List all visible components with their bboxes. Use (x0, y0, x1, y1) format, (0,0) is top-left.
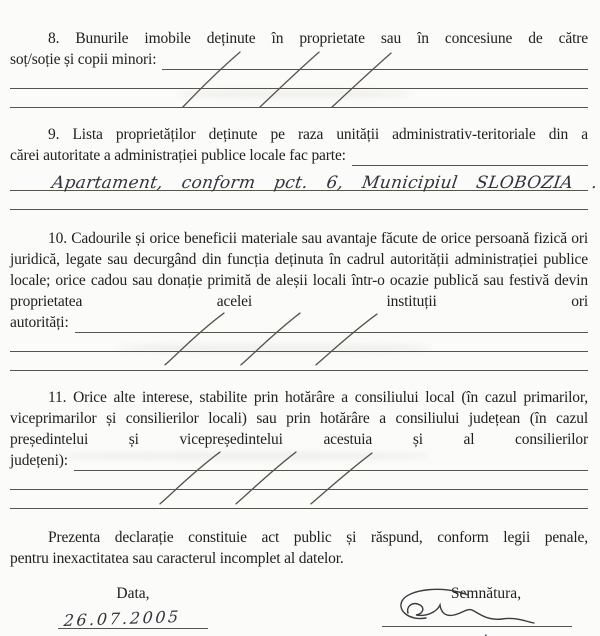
date-label: Data, (116, 585, 150, 602)
item-10-body: 10. Cadourile și orice beneficii materiale sau avantaje făcute de orice persoană fizică ori juridică, legate sau decurgând din funcția deținuta în cadrul autorității administrației publice locale; orice cadou sau donație primită de aleșii locali într-o ocazie publică sau festivă devin proprietatea acelei instituții ori (10, 230, 588, 310)
blank-line (162, 50, 588, 70)
item-8-answer-lines (10, 49, 588, 108)
item-8-intro-line: 8. Bunurile imobile deținute în proprietate sau în concesiune de către (48, 30, 588, 47)
signature-scribble (382, 583, 572, 636)
blank-line (74, 451, 588, 471)
item-11-body: 11. Orice alte interese, stabilite prin hotărâre a consiliului local (în cazul primarilor, viceprimarilor și consilierilor locali) sau prin hotărâre a consiliului județean (în cazul președintelui și vicepreședintelui acestuia și al consilierilor (10, 389, 588, 448)
blank-line (10, 191, 588, 210)
item-9-label-tail: cărei autoritate a administrației publice locale fac parte: (10, 147, 346, 164)
handwritten-entry: Apartament, conform pct. 6, Municipiul SLOBOZIA . (50, 173, 599, 193)
blank-line (10, 352, 588, 371)
item-10-answer-lines (10, 312, 588, 371)
signature-label: Semnătura, (450, 585, 522, 602)
blank-line (10, 89, 588, 108)
date-line (58, 604, 208, 629)
closing-statement-line-1: Prezenta declarație constituie act public și răspund, conform legii penale, (48, 529, 588, 546)
section-item-10 (10, 228, 588, 371)
item-8-label-tail: soț/soție și copii minori: (10, 51, 157, 68)
item-9-handwritten-row (10, 166, 599, 193)
blank-line (10, 333, 588, 352)
item-9-intro-line: 9. Lista proprietăților deținute pe raza unității administrativ-teritoriale din a (48, 126, 588, 143)
closing-statement-line-2: pentru inexactitatea sau caracterul incomplet al datelor. (10, 550, 344, 567)
section-item-8 (10, 28, 588, 108)
date-block (58, 583, 208, 636)
item-10-label-tail: autorități: (10, 314, 69, 331)
date-signature-row (10, 583, 588, 636)
item-9-answer-lines (10, 145, 599, 210)
signature-block (382, 583, 572, 636)
blank-line (10, 490, 588, 509)
closing-statement (10, 527, 588, 569)
item-11-answer-lines (10, 450, 588, 509)
blank-line (10, 70, 588, 89)
blank-line (75, 313, 588, 333)
blank-line (352, 146, 588, 166)
section-item-11 (10, 387, 588, 509)
date-value: 26.07.2005 (63, 606, 182, 631)
blank-line (10, 471, 588, 490)
section-item-9 (10, 124, 599, 210)
item-11-label-tail: județeni): (10, 452, 68, 469)
